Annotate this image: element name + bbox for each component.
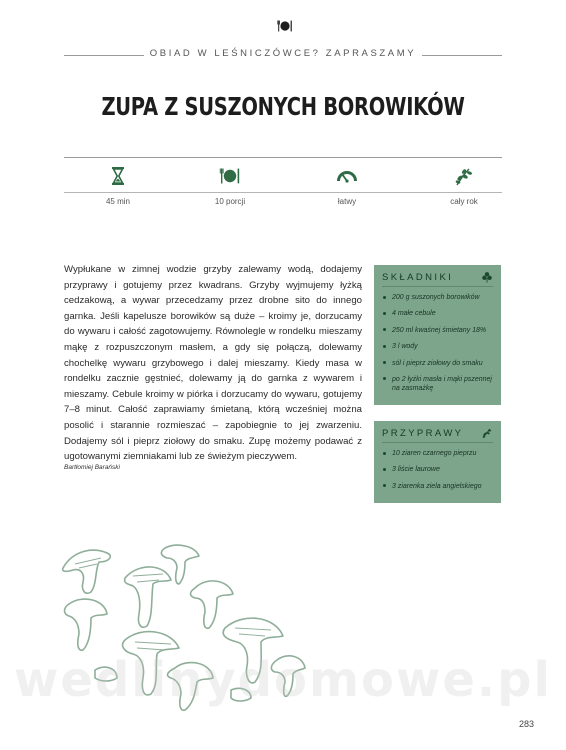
meta-bottom-rule (64, 192, 502, 193)
time-label: 45 min (105, 197, 130, 206)
spices-box (374, 421, 501, 503)
watermark: wedlinydomowe.pl (14, 652, 552, 708)
difficulty-label: łatwy (337, 197, 357, 206)
list-item: sól i pieprz ziołowy do smaku (382, 359, 497, 368)
plate-cutlery-icon (277, 18, 293, 34)
list-item: 3 l wody (382, 342, 497, 351)
servings-label: 10 porcji (214, 197, 246, 206)
meta-top-rule (64, 157, 502, 158)
herbs-icon (453, 165, 475, 187)
list-item: 10 ziaren czarnego pieprzu (382, 449, 497, 458)
recipe-instructions: Wypłukane w zimnej wodzie grzyby zalewamy wodą, dodajemy przyprawy i gotujemy przez kwadrans. Grzyby wyjmujemy łyżką cedzakową, a wywar przecedzamy przez drobne sito do innego garnka. Jeśli kapelusze borowików są duże – kroimy je, dorzucamy do wywaru i całość zagotowujemy. Równolegle w rondelku mieszamy mąkę z rozpuszczonym masłem, a gdy się połączą, dolewamy chochelkę wywaru grzybowego i dalej mieszamy. Kiedy masa w rondelku zacznie gęstnieć, dolewamy ją do garnka z wywarem i mieszamy. Cebule kroimy w piórka i dorzucamy do wywaru, gotujemy 7–8 minut. Całość zaprawiamy śmietaną, którą wcześniej można posolić i starannie rozmieszać – zapobiegnie to jej zwarzeniu. Dodajemy sól i pieprz ziołowy do smaku. Zupę możemy podawać z ugotowanymi ziemniakami lub ze świeżym pieczywem. (64, 264, 362, 463)
list-item: po 2 łyżki masła i mąki pszennej na zasmażkę (382, 375, 497, 393)
gauge-icon (336, 165, 358, 187)
spices-divider (382, 442, 493, 443)
season-label: cały rok (450, 197, 478, 206)
list-item: 200 g suszonych borowików (382, 293, 497, 302)
page-number: 283 (519, 719, 535, 729)
clover-icon (481, 271, 493, 283)
hourglass-icon (107, 165, 129, 187)
recipe-title: ZUPA Z SUSZONYCH BOROWIKÓW (101, 92, 465, 121)
ingredients-divider (382, 286, 493, 287)
spices-title: PRZYPRAWY (382, 428, 464, 439)
ingredients-box (374, 265, 501, 405)
section-title: OBIAD W LEŚNICZÓWCE? ZAPRASZAMY (0, 48, 566, 59)
ingredients-list (374, 293, 501, 406)
list-item: 4 małe cebule (382, 309, 497, 318)
plate-cutlery-icon (219, 165, 241, 187)
list-item: 3 ziarenka ziela angielskiego (382, 482, 497, 491)
ingredients-title: SKŁADNIKI (382, 272, 454, 283)
list-item: 250 ml kwaśnej śmietany 18% (382, 326, 497, 335)
herb-sprig-icon (481, 427, 493, 439)
author-name: Bartłomiej Barański (64, 464, 120, 471)
list-item: 3 liście laurowe (382, 465, 497, 474)
spices-list (374, 449, 501, 504)
